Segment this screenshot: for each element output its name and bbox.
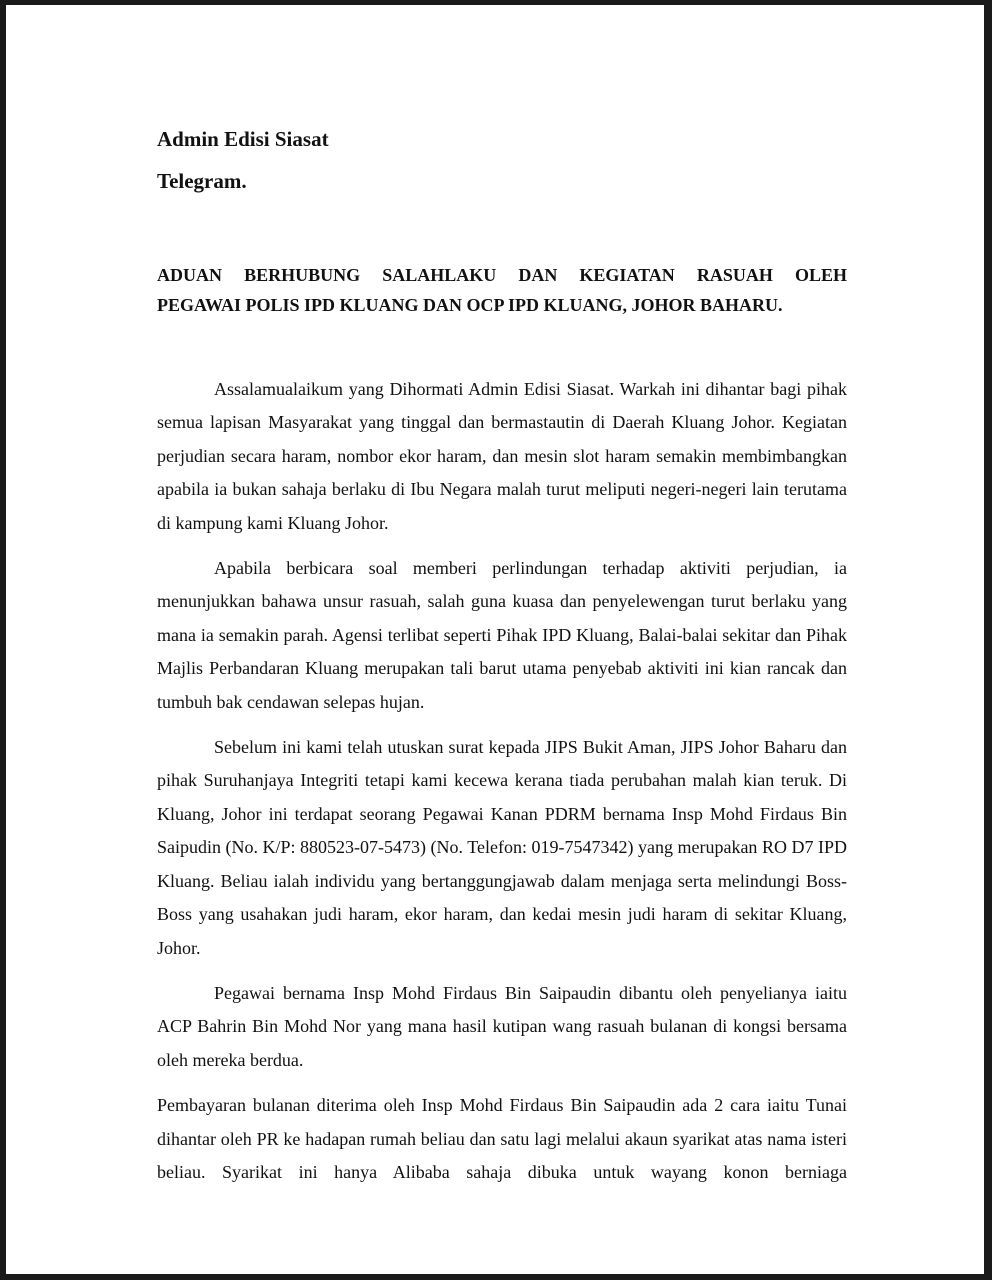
letter-document [157,118,847,1189]
paragraph-1: Assalamualaikum yang Dihormati Admin Edisi Siasat. Warkah ini dihantar bagi pihak semua lapisan Masyarakat yang tinggal dan bermastautin di Daerah Kluang Johor. Kegiatan perjudian secara haram, nombor ekor haram, dan mesin slot haram semakin membimbangkan apabila ia bukan sahaja berlaku di Ibu Negara malah turut meliputi negeri-negeri lain terutama di kampung kami Kluang Johor. [157,379,847,533]
recipient-name: Admin Edisi Siasat [157,127,329,151]
recipient-channel: Telegram. [157,169,247,193]
subject-line-2: PEGAWAI POLIS IPD KLUANG DAN OCP IPD KLUANG, JOHOR BAHARU. [157,295,783,315]
letter-subject [157,260,847,320]
paragraph-3: Sebelum ini kami telah utuskan surat kepada JIPS Bukit Aman, JIPS Johor Baharu dan pihak Suruhanjaya Integriti tetapi kami kecewa kerana tiada perubahan malah kian teruk. Di Kluang, Johor ini terdapat seorang Pegawai Kanan PDRM bernama Insp Mohd Firdaus Bin Saipudin (No. K/P: 880523-07-5473) (No. Telefon: 019-7547342) yang merupakan RO D7 IPD Kluang. Beliau ialah individu yang bertanggungjawab dalam menjaga serta melindungi Boss-Boss yang usahakan judi haram, ekor haram, dan kedai mesin judi haram di sekitar Kluang, Johor. [157,737,847,958]
paragraph-2: Apabila berbicara soal memberi perlindungan terhadap aktiviti perjudian, ia menunjukkan bahawa unsur rasuah, salah guna kuasa dan penyelewengan turut berlaku yang mana ia semakin parah. Agensi terlibat seperti Pihak IPD Kluang, Balai-balai sekitar dan Pihak Majlis Perbandaran Kluang merupakan tali barut utama penyebab aktiviti ini kian rancak dan tumbuh bak cendawan selepas hujan. [157,558,847,712]
subject-line-1: ADUAN BERHUBUNG SALAHLAKU DAN KEGIATAN RASUAH OLEH [157,265,847,285]
paragraph-4: Pegawai bernama Insp Mohd Firdaus Bin Saipaudin dibantu oleh penyelianya iaitu ACP Bahrin Bin Mohd Nor yang mana hasil kutipan wang rasuah bulanan di kongsi bersama oleh mereka berdua. [157,982,847,1070]
paragraph-5: Pembayaran bulanan diterima oleh Insp Mohd Firdaus Bin Saipaudin ada 2 cara iaitu Tunai dihantar oleh PR ke hadapan rumah beliau dan satu lagi melalui akaun syarikat atas nama isteri beliau. Syarikat ini hanya Alibaba sahaja dibuka untuk wayang konon berniaga [157,1095,847,1182]
